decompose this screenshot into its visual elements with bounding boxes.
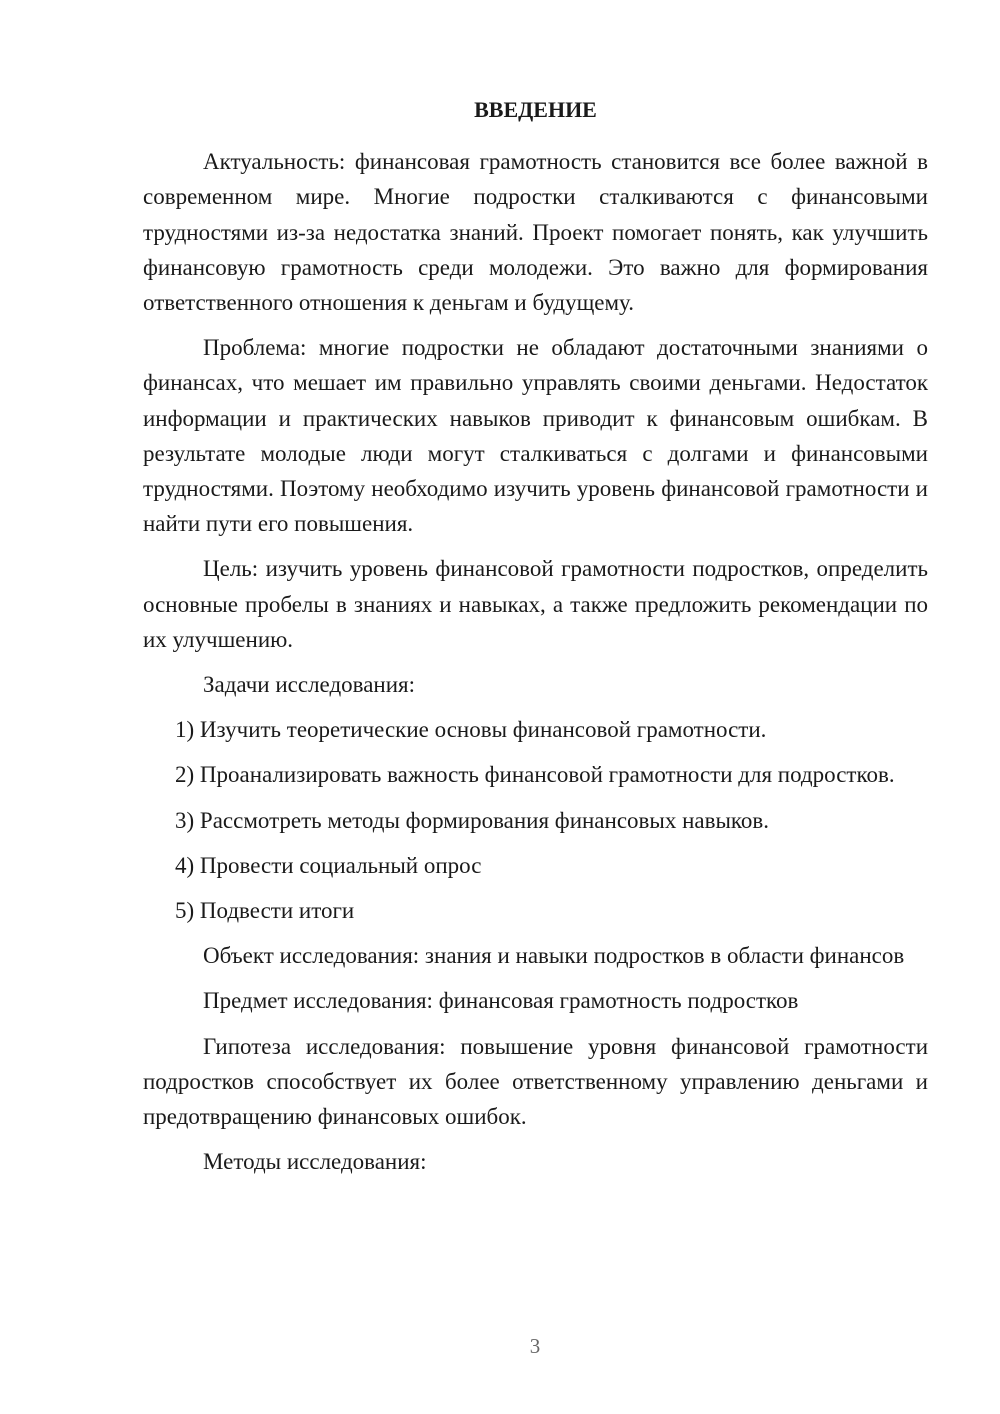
relevance-paragraph: Актуальность: финансовая грамотность становится все более важной в современном мире. Многие подростки сталкиваются с финансовыми трудностями из-за недостатка знаний. Проект помогает понять, как улучшить финансовую грамотность среди молодежи. Это важно для формирования ответственного отношения к деньгам и будущему. <box>143 149 928 316</box>
task-item: 4) Провести социальный опрос <box>175 852 482 878</box>
document-page <box>143 92 928 1189</box>
tasks-heading: Задачи исследования: <box>203 672 416 698</box>
page-number: 3 <box>529 1334 541 1358</box>
methods-heading: Методы исследования: <box>203 1149 427 1175</box>
task-item: 5) Подвести итоги <box>175 898 355 924</box>
task-item: 2) Проанализировать важность финансовой грамотности для подростков. <box>175 762 895 788</box>
goal-paragraph: Цель: изучить уровень финансовой грамотности подростков, определить основные пробелы в знаниях и навыках, а также предложить рекомендации по их улучшению. <box>143 556 928 652</box>
object-paragraph: Объект исследования: знания и навыки подростков в области финансов <box>203 943 905 969</box>
hypothesis-paragraph: Гипотеза исследования: повышение уровня финансовой грамотности подростков способствует их более ответственному управлению деньгами и предотвращению финансовых ошибок. <box>143 1033 928 1130</box>
task-item: 1) Изучить теоретические основы финансовой грамотности. <box>175 717 767 743</box>
problem-paragraph: Проблема: многие подростки не обладают достаточными знаниями о финансах, что мешает им правильно управлять своими деньгами. Недостаток информации и практических навыков приводит к финансовым ошибкам. В результате молодые люди могут сталкиваться с долгами и финансовыми трудностями. Поэтому необходимо изучить уровень финансовой грамотности и найти пути его повышения. <box>143 335 928 537</box>
page-title: ВВЕДЕНИЕ <box>474 97 597 122</box>
subject-paragraph: Предмет исследования: финансовая грамотность подростков <box>203 988 799 1014</box>
task-item: 3) Рассмотреть методы формирования финансовых навыков. <box>175 807 770 833</box>
